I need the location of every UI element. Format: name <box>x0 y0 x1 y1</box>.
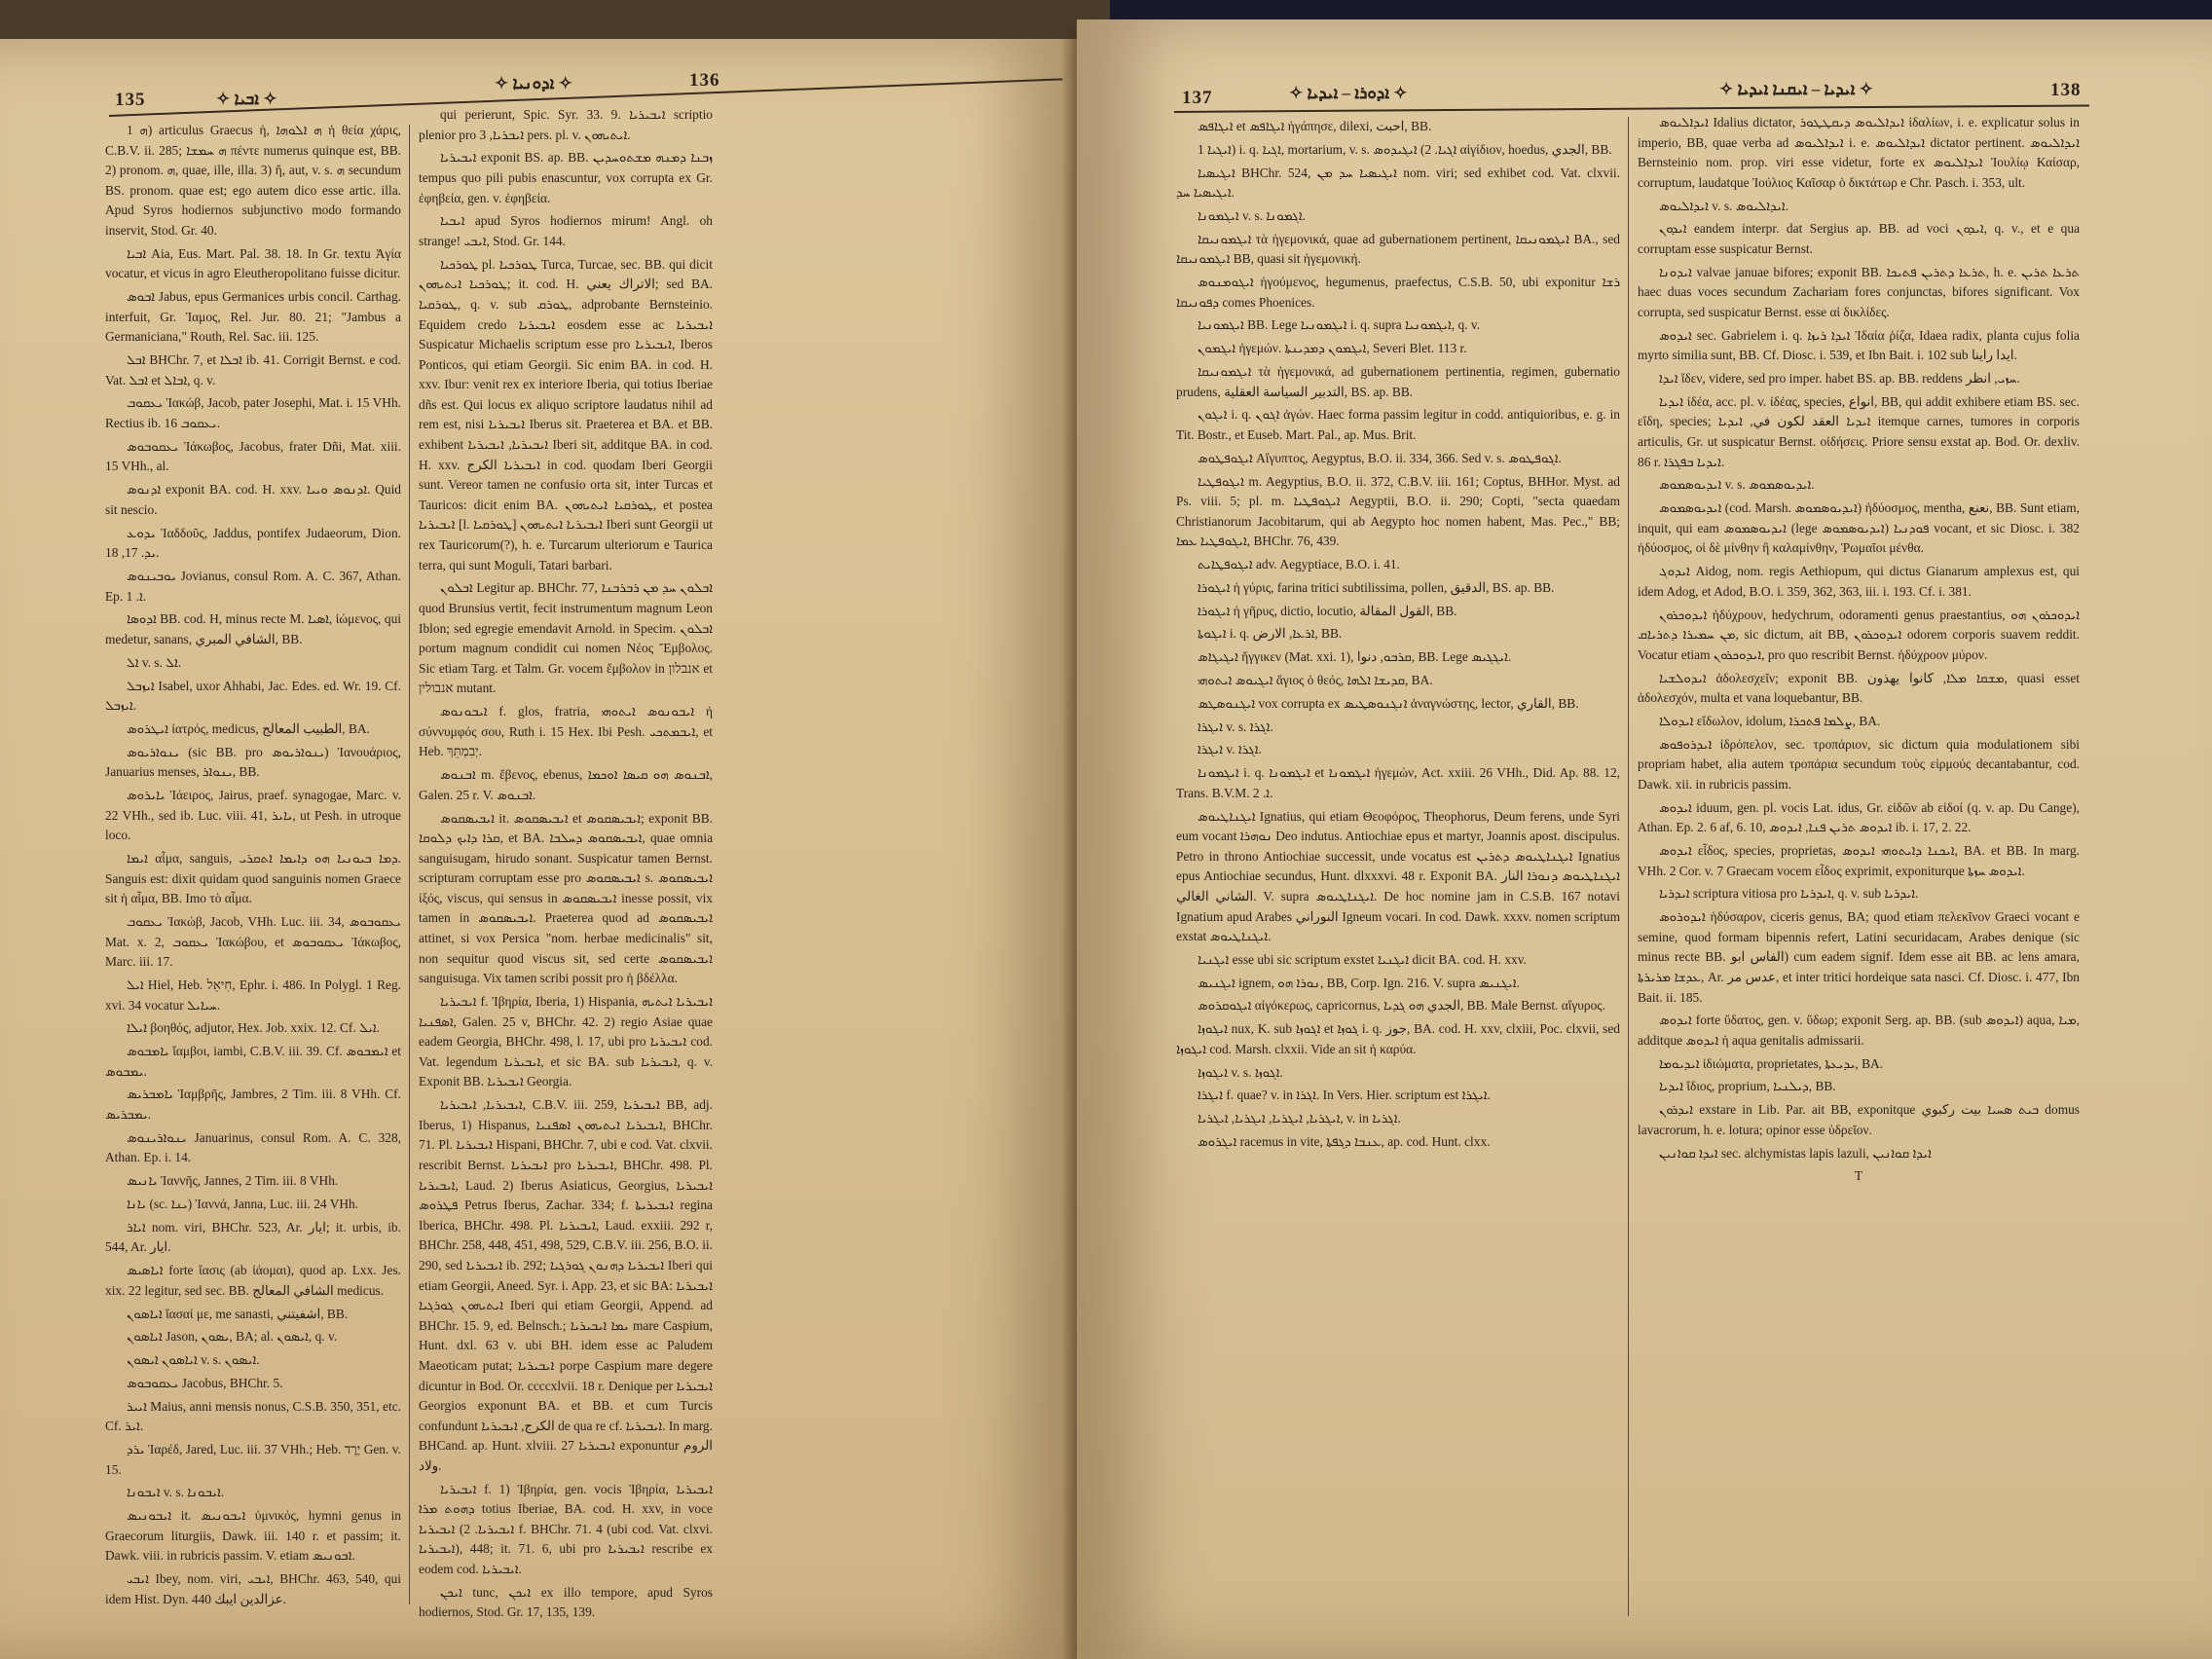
entry: ܐܝܓܡܘܢܝܩܐ τὰ ἡγεμονικά, ad gubernationem pertinentia, regimen, gubernatio prudens, التدبير السياسة العقلية, BS. ap. BB. <box>1176 364 1620 399</box>
entry: ܐܝܒܝ Ibey, nom. viri, ܐܝܒܝ, BHChr. 463, 540, qui idem Hist. Dyn. 440 عزالدين ايبك. <box>105 1571 401 1606</box>
entry: ܐܝܓܪܘܣ racemus in vite, ܥܢܒܐ ܕܓܦܬܐ, ap. cod. Hunt. clxx. <box>1198 1133 1491 1149</box>
entry: ܝܐܡܒܪܝܣ Ἰαμβρῆς, Jambres, 2 Tim. iii. 8 VHh. Cf. ܝܡܒܪܝܣ. <box>105 1087 401 1123</box>
entry: ܐܝܓܝܣܝܐ BHChr. 524, ܐܝܓܝܣܝܐ ܚܕ ܡܢ nom. viri; sed exhibet cod. Vat. clxvii. ܐܝܓܝܣܝܐ ܚܕ. <box>1176 165 1620 201</box>
entry: ܝܥܩܘܒܘܣ Jacobus, BHChr. 5. <box>127 1375 283 1390</box>
entry: ܐܝܓܘܪܐ ἡ γῆρυς, dictio, locutio, القول المقالة, BB. <box>1198 603 1457 618</box>
entry: ܝܥܩܘܒ Ἰακώβ, Jacob, pater Josephi, Mat. i. 15 VHh. Rectius ib. 16 ܝܥܩܘܒ. <box>105 395 401 431</box>
running-head-right: ✧ ܐܝܕܝܐ – ܐܝܩܢܐ ܐܝܕܝܐ ✧ <box>1719 80 1873 98</box>
entry: ܐܝܓܡܘܢܐ v. s. ܐܓܡܘܢܐ. <box>1198 207 1306 223</box>
right-page-column-2 <box>1638 113 2080 1612</box>
entry: ܐܝܓܘܦܛܝܐ m. Aegyptius, B.O. ii. 372, C.B.V. iii. 161; Coptus, BHHor. Myst. ad Ps. viii. 5; pl. m. ܐܝܓܘܦܛܝܐ Aegyptii, B.O. ii. 290; Copti, "secta quaedam Christianorum Jacobitarum, qui ab Aegypto hoc nomen habent, Mas. Pec.," BB; ܐܝܓܘܦܛܝܐ ܥܡܐ, BHChr. 76, 439. <box>1176 473 1620 549</box>
entry: ܝܐܢܝܣ Ἰαννῆς, Jannes, 2 Tim. iii. 8 VHh. <box>127 1173 339 1189</box>
entry: ܐܝܓܢܝܐ esse ubi sic scriptum exstet ܐܝܓܢܝܐ dicit BA. cod. H. xxv. <box>1198 951 1527 967</box>
entry: ܐܝܓܘܬܐ i. q. ܐܪܥܐ, الارض, BB. <box>1198 626 1343 642</box>
entry: ܐܝܕܘܣ εἶδος, species, proprietas, ܐܝܟܢܐ ܕܐܝܬܘܗܝ ܐܝܕܘܣ, BA. et BB. In marg. VHh. 2 Cor. v. 7 Graecam vocem εἶδος exprimit, exponiturque ܐܝܕܘܣ ܚܙܬܐ. <box>1638 843 2080 878</box>
entry: ܐܝܓܪܝܐ, ܐܝܓܪܝܐ, ܐܝܓܪܝܐ, ܐܝܓܪܝܐ, v. in ܐܓܪܝܐ. <box>1198 1111 1401 1126</box>
entry: ܐܝܒܘܢܝܣ it. ܐܝܒܘܢܝܣ ὑμνικός, hymni genus in Graecorum liturgiis, Dawk. iii. 140 r. et passim; it. Dawk. viii. in rubricis passim. V. etiam ܐܒܘܢܝܣ. <box>105 1508 401 1564</box>
entry: ܐܝܓܘܪܐ ἡ γύρις, farina tritici subtilissima, pollen, الدقيق, BS. ap. BB. <box>1198 579 1555 595</box>
column-divider <box>1628 117 1629 1616</box>
left-page-column-1 <box>105 121 402 1606</box>
entry: ܐܝܒܝܪܝܐ f. 1) Ἰβηρία, gen. vocis Ἰβηρία, ܐܝܒܝܪܝܐ ܕܗܘܬ ܡܪܐ totius Iberiae, BA. cod. H. xxv, in voce ܐܝܒܝܪܝܐ. 2) ܐܝܒܝܪܝܐ f. BHChr. 71. 4 (ubi cod. Vat. clxvi. ܐܝܒܝܪܝܐ), 448; it. 71. 6, ubi pro ܐܝܒܝܪܝܐ rescribe ex eodem cod. ܐܝܒܝܪܝܐ. <box>419 1481 714 1577</box>
entry: ܐܝܓܪܐ f. quae? v. in ܐܓܪܐ. In Vers. Hier. scriptum est ܐܝܓܪܐ. <box>1198 1088 1491 1103</box>
entry: ܐܝܕܪܝܐ scriptura vitiosa pro ܐܝܕܪܝܐ, q. v. sub ܐܝܕܪܝܐ. <box>1659 886 1919 902</box>
page-number-138: 138 <box>2050 80 2082 100</box>
running-head-left: ✧ ܐܕܘܪܐ – ܐܝܕܝܐ ✧ <box>1289 84 1408 102</box>
entry: ܐܝܒܝܪܝܐ f. Ἰβηρία, Iberia, 1) Hispania, ܐܝܒܝܪܝܐ ܐܝܬܝܗ ܐܣܦܢܝܐ, Galen. 25 v, BHChr. 42. 2) regio Asiae quae eadem Georgia, BHChr. 498, l. 17, ubi pro ܐܝܒܝܪܝܐ cod. Vat. legendum ܐܝܒܝܪܝܐ, et sic BA. sub ܐܝܒܝܪܝܐ, q. v. Exponit BB. ܐܝܒܝܪܝܐ Georgia. <box>419 994 714 1089</box>
entry: ܐܝܓܡܘܢܝܩܐ τὰ ἡγεμονικά, quae ad gubernationem pertinent, ܐܝܓܡܘܢܝܩܐ BA., sed ܐܝܓܡܘܢܝܩܐ BB, quasi sit ἡγεμονική. <box>1176 231 1620 267</box>
entry: ܐܒܝܐ Aia, Eus. Mart. Pal. 38. 18. In Gr. textu Ἀγία vocatur, et vicus in agro Eleutheropolitano fuisse dicitur. <box>105 245 401 281</box>
page-number-137: 137 <box>1182 88 1213 108</box>
entry: ܝܕܘܥ Ἰαδδοῦς, Jaddus, pontifex Judaeorum, Dion. ܝܕ. 17, 18. <box>105 525 401 561</box>
entry: ܐܝܓܡܘܢ ἡγεμών. ܐܝܓܡܘܢ ܕܡܕܝܢܬܐ, Severi Blet. 113 r. <box>1198 341 1467 356</box>
entry: ܝܢܘܐܪܝܢܘܣ Januarinus, consul Rom. A. C. 328, Athan. Ep. i. 14. <box>105 1129 401 1165</box>
entry: ܐܝܕܘܟܪܘܢ ἡδύχρουν, hedychrum, odoramenti genus praestantius, ܐܝܕܘܟܪܘܢ ܗܘ ܡܢ ܚܡܝܪܐ ܕܬܪܝܐܩ, sic dictum, ait BB, ܐܝܕܘܟܪܘܢ odorem corporis suavem reddit. Vocatur etiam ܐܝܕܘܟܪܘܢ, pro quo rescribit Bernst. ἡδύχροον μύρον. <box>1638 607 2081 662</box>
entry: ܐܝܓܘܦܛܘܣ Αἴγυπτος, Aegyptus, B.O. ii. 334, 366. Sed v. s. ܐܓܘܦܛܘܣ. <box>1198 450 1562 465</box>
entry: ܐܝܕܘܪܘܣ ἡδύσαρον, ciceris genus, BA; quod etiam πελεκῖνον Graeci vocant e semine, quod formam bipennis refert, Latini securidacam, Arabes denique (sic minus recte BB. الفاس ابو) cum eadem signif. Idem esse ait BB. ac lens amara, ܥܕܫܐ ܡܪܝܪܬܐ, Ar. عدس مر, et inter tritici hordeique sata nasci. Cf. Diosc. i. 477, Ibn Bait. ii. 185. <box>1638 909 2080 1005</box>
entry: ܝܐܝܪܘܣ Ἰάειρος, Jairus, praef. synagogae, Marc. v. 22 VHh., sed ib. Luc. viii. 41, ܝܐܝܪ, ut Pesh. in utroque loco. <box>105 788 401 843</box>
entry: ܐܝܕܘܣ iduum, gen. pl. vocis Lat. idus, Gr. εἰδῶν ab εἰδοί (q. v. ap. Du Cange), Athan. Ep. 2. 6 af, 6. 10, ܐܝܕܘܣ ܬܪܝܢ ܦܢܐ, ܐܝܕܘܣ ib. i. 17, 2. 22. <box>1638 799 2080 835</box>
entry: ܐܝܓܪܐ v. ܐܓܪܐ. <box>1198 742 1262 757</box>
entry: ܐܝܐܣܘܢ Jason, ܝܣܘܢ, BA; al. ܐܝܣܘܢ, q. v. <box>127 1329 338 1345</box>
entry: ܐܝܓܢܝܣ ignem, ܢܘܪܐ ܗܘ, BB, Corp. Ign. 216. V. supra ܐܝܓܢܝܣ. <box>1198 975 1520 990</box>
entry: ܐܝܕܘܢܐ valvae januae bifores; exponit BB. ܬܪܥܐ ܕܬܪܝܢ ܦܬܝܟܐ, h. e. ܬܪܥܐ ܬܪܝܢ haec duas voces secundum Zachariam fores conjunctas, bifores significant. Vox corrupta, sed suspicatur Bernst. esse αἱ δικλίδες. <box>1638 264 2080 319</box>
entry: ܐܝܕܘܢ eandem interpr. dat Sergius ap. BB. ad voci ܐܝܕܘܢ, q. v., et e qua corruptam esse suspicatur Bernst. <box>1638 221 2081 256</box>
entry: ܐܝܓܢܐܛܝܘܣ Ignatius, qui etiam Θεοφόρος, Theophorus, Deum ferens, unde Syri eum vocant ܢܘܗܪܐ Deo indutus. Antiochiae epus et martyr, Joannis apost. discipulus. Petro in throno Antiochiae successit, unde vocatus est ܐܝܓܢܐܛܝܘܣ ܕܬܪܝܢ Ignatius epus Antiochiae secundus, Hunt. dlxxxvi. 48 r. Exponit BA. ܐܝܓܢܐܛܝܘܣ ܕܢܘܪܐ النار الشاني الغالي. V. supra ܐܝܓܢܐܛܝܘܣ. De hoc nomine jam in C.S.B. 167 notavi Ignatium apud Arabes النوراني Igneum vocari. In cod. Dawk. xxxv. nomen scriptum exstat ܐܝܓܢܐܛܝܘܣ. <box>1176 808 1620 944</box>
entry: ܐܝܝܪ Maius, anni mensis nonus, C.S.B. 350, 351, etc. Cf. ܐܝܪ. <box>105 1398 401 1434</box>
column-divider <box>409 125 410 1604</box>
entry: ܐܒܢܘܣ m. ἔβενος, ebenus, ܐܒܢܘܣ ܗܘ ܩܝܣܐ ܐܘܟܡܐ, Galen. 25 r. V. ܐܒܢܘܣ. <box>419 767 713 802</box>
page-number-136: 136 <box>689 70 720 91</box>
right-page <box>1077 19 2212 1659</box>
entry: ܐܝܓܝܐ 1) i. q. ܐܓܝܐ, mortarium, v. s. ܐܓܝܐ. 2) ܐܝܓܝܕܘܣ αἰγίδιον, hoedus, الجدي, BB. <box>1198 141 1612 157</box>
entry: ܐܝܒܘܢܘܣ f. glos, fratria, ܐܝܒܘܢܘܣ ܐܝܬܘܗܝ ἡ σύννυμφός σου, Ruth i. 15 Hex. Ibi Pesh. ܐܝܒܡܬܟܝ, et Heb. יְבִמְתֵּךְ. <box>419 704 714 759</box>
entry: ܐܝܒܘܢܐ v. s. ܐܝܒܘܢܐ. <box>127 1485 225 1500</box>
entry: ܝܥܩܘܒ Ἰακώβ, Jacob, VHh. Luc. iii. 34, ܝܥܩܘܒܘܣ Mat. x. 2, ܝܥܩܘܒ Ἰακώβου, et ܝܥܩܘܒܘܣ Ἰάκωβος, Marc. iii. 17. <box>105 913 402 970</box>
entry: ܐܝܕܝܐ ἰδέα, acc. pl. v. ἰδέας, species, انواع, BB, qui addit exhibere etiam BS. sec. εἴδη, species; ܐܝܕܝܐ العقد لكون في, ܐܝܕܝܐ itemque carnes, tumores in corporis articulis, Gr. ut suspicatur Bernst. οἰδήσεις. Priore sensu exstat ap. Bod. Or. dexliv. 86 r. ܐܝܕܝܐ ܒܦܓܪܐ. <box>1638 393 2080 469</box>
entry: ܐܝܓܘܩܪܘܣ αἰγόκερως, capricornus, الجدي ܗܘ ܓܕܝܐ, BB. Male Bernst. αἴγυρος. <box>1198 998 1605 1014</box>
entry: ܐܝܙܒܠ Isabel, uxor Ahhabi, Jac. Edes. ed. Wr. 19. Cf. ܐܝܙܒܠ. <box>105 678 401 714</box>
entry: ܐܝܓܪܐ v. s. ܐܓܪܐ. <box>1198 719 1273 734</box>
entry: ܐܝܕܐ ἴδεν, videre, sed pro imper. habet BS. ap. BB. reddens ܚܙܝ, انظر. <box>1659 371 2020 387</box>
entry: ܝܐܢܐ (sc. ܝܢܐ) Ἰαννά, Janna, Luc. iii. 24 VHh. <box>127 1197 359 1211</box>
entry: ܐܝܓܘܢ i. q. ܐܓܘܢ ἀγών. Haec forma passim legitur in codd. antiquioribus, e. g. in Tit. Bostr., et Euseb. Mart. Pal., ap. Mus. Brit. <box>1176 407 1621 442</box>
entry: ܐܝܕܘܣ sec. Gabrielem i. q. ܐܝܕܐ ܪܝܙܐ Ἰδαία ῥίζα, Idaea radix, planta cujus folia myrto similia sunt, BB. Cf. Diosc. i. 539, et Ibn Bait. i. 102 sub ايدا راينا. <box>1638 327 2080 363</box>
entry: ܐܝܟܢ tunc, ܐܝܟܢ ex illo tempore, apud Syros hodiernos, Stod. Gr. 17, 135, 139. <box>419 1584 713 1620</box>
running-head-left: ✧ ܐܒܝܐ ✧ <box>216 90 277 108</box>
right-page-column-1 <box>1176 117 1620 1616</box>
entry: ܐܝܠܐ βοηθός, adjutor, Hex. Job. xxix. 12. Cf. ܐܝܠ. <box>127 1020 381 1036</box>
entry: ܐܝܐܣܘܢ ἴασαί με, me sanasti, اشفيتني, BB. <box>127 1306 349 1321</box>
entry: ܐܝܓܝܘܣ ܐܝܬܘܗܝ ἅγιος ὁ θεός, ܩܕܝܫܐ ܐܠܗܐ, BA. <box>1198 673 1433 688</box>
entry: ܝܘܒܝܢܘܣ Jovianus, consul Rom. A. C. 367, Athan. Ep. ܐ. 1. <box>105 568 401 604</box>
entry: ܝܥܩܘܒܘܣ Ἰάκωβος, Jacobus, frater Dñi, Mat. xiii. 15 VHh., al. <box>105 438 401 474</box>
entry: ܐܝܐܣܝܣ forte ἴασις (ab ἰάομαι), quod ap. Lxx. Jes. xix. 22 legitur, sed sec. BB. الشافي المعالج medicus. <box>105 1263 401 1298</box>
entry: ܐܝܕܐ ܩܘܐܢܝܢ sec. alchymistas lapis lazuli, ܐܝܕܐ ܩܘܐܢܝܢ <box>1659 1145 1932 1161</box>
signature-mark: T <box>1854 1168 1863 1184</box>
entry: ܐܝܕܝܘܣܡܘܣ v. s. ܐܝܕܝܘܣܡܘܣ. <box>1659 477 1815 493</box>
left-page-column-2 <box>419 105 714 1620</box>
left-page <box>0 39 1077 1659</box>
entry: ܐܕܘܣܐ BB. cod. H, minus recte M. ܐܣܝܐ, ἰώμενος, qui medetur, sanans, الشافي المبري, BB. <box>105 611 401 646</box>
entry: ܐܝܓܝܓܐܣ ἤγγικεν (Mat. xxi. 1), ܩܪܒܘ, دنوا, BB. Lege ܐܝܓܓܝܣ. <box>1198 649 1512 665</box>
running-head-right: ✧ ܐܕܘܢܝܐ ✧ <box>495 74 572 92</box>
entry: ܐܝܒܝܐ apud Syros hodiernos mirum! Angl. oh strange! ܐܝܒܝ, Stod. Gr. 144. <box>419 213 713 248</box>
entry: ܝܐܡܒܘܣ ἴαμβοι, iambi, C.B.V. iii. 39. Cf. ܐܝܡܒܘܣ et ܝܡܒܘܣ. <box>105 1044 401 1079</box>
entry: ܐܒܠܘܢ Legitur ap. BHChr. 77, ܐܒܠܘܢ ܚܕ ܡܢ ܪܒܪܒܢܐ quod Brunsius vertit, fecit instrumentum magnum Leon Iblon; sed egregie emendavit Arnold. in Specim. ܐܒܠܘܢ portum magnum condidit cui nomen Νέος Ἔμβολος. Sic etiam Targ. et Talm. Gr. vocem ἔμβολον in אנבלון et אנבולין mutant. <box>419 580 713 696</box>
entry: ܐܝܓܘܦܛܐܝܬ adv. Aegyptiace, B.O. i. 41. <box>1198 557 1400 572</box>
entry: ܐܝܠ Hiel, Heb. חִיאֵל, Ephr. i. 486. In Polygl. 1 Reg. xvi. 34 vocatur ܚܝܐܝܠ. <box>105 977 401 1013</box>
entry: ܐܝܓܘܙܐ v. s. ܐܓܘܙܐ. <box>1198 1064 1283 1080</box>
entry: ܐܝܓܘܙܐ nux, K. sub ܐܓܘܙܐ et ܓܘܙܐ i. q. جوز, BA. cod. H. xxv, clxiii, Poc. clxvii, sed ܐܝܓܘܙܐ cod. Marsh. clxxii. Vide an sit ἡ καρύα. <box>1176 1021 1620 1056</box>
entry: ܐܝܓܡܘܢܝܐ BB. Lege ܐܝܓܡܘܢܝܐ i. q. supra ܐܝܓܡܘܢܝܐ, q. v. <box>1198 317 1481 333</box>
entry: ܐܝܐܣܘܢ ܐܝܣܘܢ v. s. ܐܝܣܘܢ. <box>127 1352 260 1368</box>
entry: ܐܝܓܘܡܢܘܣ ἡγούμενος, hegumenus, praefectus, C.S.B. 50, ubi exponitur ܪܫܐ ܕܦܘܢܝܩܐ comes Phoenices. <box>1176 275 1620 310</box>
header-rule <box>1174 104 2089 113</box>
entry: ܐܝܕܪܘܢ exstare in Lib. Par. ait BB, exponitque ܒܝܬ ܣܚܝܐ بيت ركبوي domus lavacrorum, h. e. lotura; opinor esse ὑδρεῖον. <box>1638 1102 2081 1137</box>
entry: ܐܝܕܝܘܣܡܘܣ (cod. Marsh. ܐܝܕܝܘܣܡܘܣ) ἡδύοσμος, mentha, نعنع, BB. Sunt etiam, inquit, qui eam ܐܝܕܝܘܣܡܘܣ (lege ܐܝܕܝܘܣܡܘܣ) ܦܘܕܢܝܐ vocant, et sic Diosc. i. 382 ἡδύοσμος, οἱ δὲ μίνθην ἢ καλαμίνθην, Ῥωμαῖοι μένθα. <box>1638 500 2080 556</box>
entry: ܐܝܐܪ nom. viri, BHChr. 523, Ar. ايار; it. urbis, ib. 544, Ar. ايار. <box>105 1219 401 1255</box>
entry: ܝܪܕ Ἰαρέδ, Jared, Luc. iii. 37 VHh.; Heb. יֶרֶד Gen. v. 15. <box>105 1442 401 1477</box>
entry: ܐܝܕܘܣ forte ὕδατος, gen. v. ὕδωρ; exponit Serg. ap. BB. (sub ܐܝܕܘܣ) aqua, ܡܝܐ, additque ܐܝܕܘܣ ἡ aqua genitalis admissarii. <box>1638 1013 2080 1048</box>
entry: ܗ 1) articulus Graecus ἡ, ܗ ܐܠܘܗܐ ἡ θεία χάρις, C.B.V. ii. 285; ܗ ܚܡܫܐ πέντε numerus quinque est, BB. 2) pronom. ܗ, quae, ille, illa. 3) ἤ, aut, v. s. ܗ secundum BS. pronom. quae est; ego autem dico esse artic. illa. Apud Syros hodiernos subjunctivo modo formando inservit, Stod. Gr. 40. <box>105 123 401 238</box>
entry: ܐܝܕܐܠܝܘܣ v. s. ܐܝܕܐܠܝܘܣ. <box>1659 198 1789 213</box>
entry: ܐܠ v. s. ܐܠ. <box>127 654 182 670</box>
entry: ܐܝܒܝܪܝܐ exponit BS. ap. BB. ܙܒܢܐ ܕܡܢܗ ܡܫܬܘܚܕܝܢ tempus quo pili pubis enascuntur, vox corrupta ex Gr. ἐφηβεία, gen. v. ἐφηβεία. <box>419 150 713 205</box>
entry: ܐܝܕܝܘܡܐ ἰδιώματα, proprietates, ܝܕܝܥܬܐ, BA. <box>1659 1055 1884 1071</box>
entry: ܐܝܓܡܘܢܐ i. q. ܐܝܓܡܘܢܐ et ܐܝܓܡܘܢܐ ἡγεμών, Act. xxiii. 26 VHh., Did. Ap. 88. 12, Trans. B.V.M. ܐ. 2. <box>1176 765 1621 800</box>
entry: ܛܘܪܟܝܐ pl. ܛܘܪܟܝܐ Turca, Turcae, sec. BB. qui dicit ܛܘܪܟܝܐ ܐܝܬܝܗܘܢ; it. cod. H. الاتراك يعني; sed BA. ܛܘܪܩܝܐ, q. v. sub ܛܘܪܩ, adprobante Bernsteinio. Equidem credo ܐܝܒܝܪܝܐ eosdem esse ac ܐܝܒܝܪܝܐ Suspicatur Michaelis scriptum esse pro ܐܝܒܝܪܝܐ, Iberos Ponticos, qui etiam Georgii. Sic enim BA. in cod. H. xxv. Ibur: venit rex ex interiore Iberia, qui totius Iberiae dñs est. Qui locus ex aliquo scriptore laudatus nihil ad rem est, nisi ܐܝܒܝܪܝܐ Iberus sit. Praeterea et BA. et BB. exhibent ܐܝܒܝܪܝܐ, ܐܝܒܝܪܝܐ Iberi sit, additque BA. in cod. H. xxv. ܐܝܒܝܪܝܐ الكرج in cod. quodam Iberi Georgii sunt. Vereor tamen ne confusio orta sit, inter Turcas et Tauricos: dicit enim BA. ܛܘܪܩܝܐ ܐܝܬܝܗܘܢ, et postea ܐܝܒܝܪܝܐ [l. ܛܘܪܩܝܐ] ܐܝܒܝܪܝܐ ܐܝܬܝܗܘܢ Iberi sunt Georgii ut rex Tauricorum(?), h. e. Turcarum ulteriorum e Taurica terra, qui sunt Moguli, Tatari barbari. <box>419 256 714 572</box>
entry: ܐܝܕܪܘܦܘܣ ἰδρόπελον, sec. τροπάριον, sic dictum quia modulationem sibi propriam habet, alia autem τροπάρια secundum τοὺς εἱρμούς decantabantur, cod. Dawk. xii. in rubricis passim. <box>1638 736 2080 792</box>
entry: ܐܝܕܐܠܝܘܣ Idalius dictator, ܐܝܕܐܠܝܘܣ ܕܝܩܛܛܘܪ ἰδαλίων, i. e. explicatur solus in imperio, BB, quae verba ad ܐܝܕܐܠܝܘܣ i. e. ܐܝܕܐܠܝܘܣ dictator pertinent. ܐܝܕܐܠܝܘܣ Bernsteinio nom. prop. viri esse videtur, forte ex ܐܝܕܐܠܝܘܣ Ἰουλίῳ Καίσαρ, corruptum, laudatque Ἰούλιος Καῖσαρ ὁ δικτάτωρ e Chr. Pasch. i. 353, ult. <box>1638 115 2080 190</box>
entry: ܐܝܒܝܪܝܐ, ܐܝܒܝܪܝܐ, C.B.V. iii. 259, ܐܝܒܝܪܝܐ BB, adj. Iberus, 1) Hispanus, ܐܝܒܝܪܝܐ ܐܝܬܝܗܘܢ ܐܣܦܢܝܐ, BHChr. 71. Pl. ܐܝܒܝܪܝܐ Hispani, BHChr. 7, ubi e cod. Vat. clxvii. rescribit Bernst. ܐܝܒܝܪܝܐ pro ܐܝܒܝܪܝܐ, BHChr. 498. Pl. ܐܝܒܝܪܝܐ, Laud. 2) Iberus Asiaticus, Georgius, ܐܝܒܝܪܝܐ ܦܛܪܘܣ Petrus Iberus, Zachar. 334; f. ܐܝܒܝܪܝܬܐ regina Iberica, BHChr. 498. Pl. ܐܝܒܝܪܝܐ, Laud. exxiii. 292 r, BHChr. 258, 448, 451, 498, 529, C.B.V. iii. 256, B.O. ii. 290, sed ܐܝܒܝܪܝܐ ib. 292; ܐܝܒܝܪܝܐ ܕܗܢܘܢ ܓܘܪܓܝܐ Iberi qui etiam Georgii, Aneed. Syr. i. App. 23, et sic BA: ܐܝܒܝܪܝܐ ܐܝܬܝܗܘܢ ܓܘܪܓܝܐ Iberi qui etiam Georgii, Append. ad BHChr. 15. 9, ed. Belnsch.; ܝܡܐ ܐܝܒܝܪܝܐ mare Caspium, Hunt. dxl. 63 v. ubi BH. idem esse ac Paludem Maeoticam putat; ܐܝܒܝܪܝܐ porpe Caspium mare degere dicuntur in Bod. Or. ccccxlvii. 18 r. Denique per ܐܝܒܝܪܝܐ Georgios exponunt BA. et BB. et cum Turcis confundunt الكرج, ܐܝܒܝܪܝܐ de qua re cf. ܐܝܒܝܪܝܐ. In marg. BHCand. ap. Hunt. xlviii. 27 ܐܝܒܝܪܝܐ exponuntur الروم ولاد. <box>419 1097 714 1473</box>
entry: ܐܝܕܝܐ ἴδιος, proprium, ܕܝܠܢܝܐ, BB. <box>1659 1079 1836 1094</box>
entry: ܐܝܒܝܣܩܘܣ it. ܐܝܒܝܣܩܘܣ et ܐܝܒܝܣܩܘܣ; exponit BB. ܩܪܐ ܕܐܝܟ ܕܠܘܩܐ, et BA. ܐܝܒܝܣܩܘܣ ܕܚܠܒܐ, quae omnia sanguisugam, hirudo sonant. Suspicatur tamen Bernst. scripturam corruptam esse pro ܐܝܒܝܣܩܘܣ s. ܐܝܒܝܣܩܘܣ ἰξός, viscus, qui sensus in ܐܝܒܝܣܩܘܣ inesse possit, vix tamen in ܐܝܒܝܣܩܘܣ. Praeterea quod ad ܐܝܒܝܣܩܘܣ attinet, si vox Persica "nom. herbae medicinalis" sit, non sequitur quod viscus sit, sed certe ܐܝܒܝܣܩܘܣ sanguisuga. Vix tamen scribi possit pro ἡ βδέλλα. <box>419 810 714 986</box>
entry: ܐܝܡܐ αἷμα, sanguis, ܕܡܐ ܒܝܘܢܝܐ ܗܘ ܕܐܝܡܐ ܐܬܩܪܝ. Sanguis est: dixit quidam quod sanguinis nomen Graece sit ἡ αἷμα, BB. Imo τὸ αἷμα. <box>105 851 401 906</box>
entry: ܐܝܕܘܠܐ εἴδωλον, idolum, ܨܠܡܐ ܦܬܟܪܐ, BA. <box>1659 713 1881 728</box>
entry: ܐܝܛܪܘܣ ἰατρός, medicus, الطبيب المعالج, BA. <box>127 720 370 736</box>
entry: ܐܝܓܐܦܣ et ܐܝܓܐܦܣ ἠγάπησε, dilexi, احبت, BB. <box>1198 119 1432 133</box>
entry: ܝܢܘܐܪܝܘܣ (sic BB. pro ܝܢܘܐܪܝܘܣ) Ἰανουάριος, Januarius menses, ܝܢܘܐܪ, BB. <box>105 744 401 780</box>
entry: ܐܒܘܣ Jabus, epus Germanices urbis concil. Carthag. interfuit, Gr. Ἰαμος, Rel. Jur. 80. 21; "Jambus a Germaniciana," Routh, Rel. Sac. iii. 125. <box>105 289 401 345</box>
entry: ܐܕܢܘܣ exponit BA. cod. H. xxv. ܐܕܢܘܣ ܘܝܝܐ. Quid sit nescio. <box>105 482 401 517</box>
entry: ܐܝܕܘܠܫܝܐ ἀδολεσχεῖν; exponit BB. ܡܫܩܐ ܡܠܐ, كانوا يهذون, quasi esset ἀδολεσχόν, multa et vana loquebantur, BB. <box>1638 670 2080 706</box>
page-number-135: 135 <box>115 90 146 110</box>
entry: ܐܝܓܢܘܣܛܣ vox corrupta ex ܐܢܓܢܘܣܛܝܣ ἀναγνώστης, lector, القاري, BB. <box>1198 695 1579 711</box>
entry: ܐܒܠ BHChr. 7, et ܐܒܠܐ ib. 41. Corrigit Bernst. e cod. Vat. ܐܒܠ et ܐܒܐܠ, q. v. <box>105 352 401 387</box>
entry: ܐܝܕܘܓ Aidog, nom. regis Aethiopum, qui dictus Gianarum amplexus est, qui idem Adog, et Adod, B.O. i. 359, 362, 363, iii. i. 193. Cf. i. 381. <box>1638 564 2080 599</box>
entry: qui perierunt, Spic. Syr. 33. 9. ܐܝܒܝܪܝܐ scriptio plenior pro ܐܝܒܪܝܐ, 3 pers. pl. v. ܐܝܬܝܗܘܢ. <box>419 107 714 142</box>
